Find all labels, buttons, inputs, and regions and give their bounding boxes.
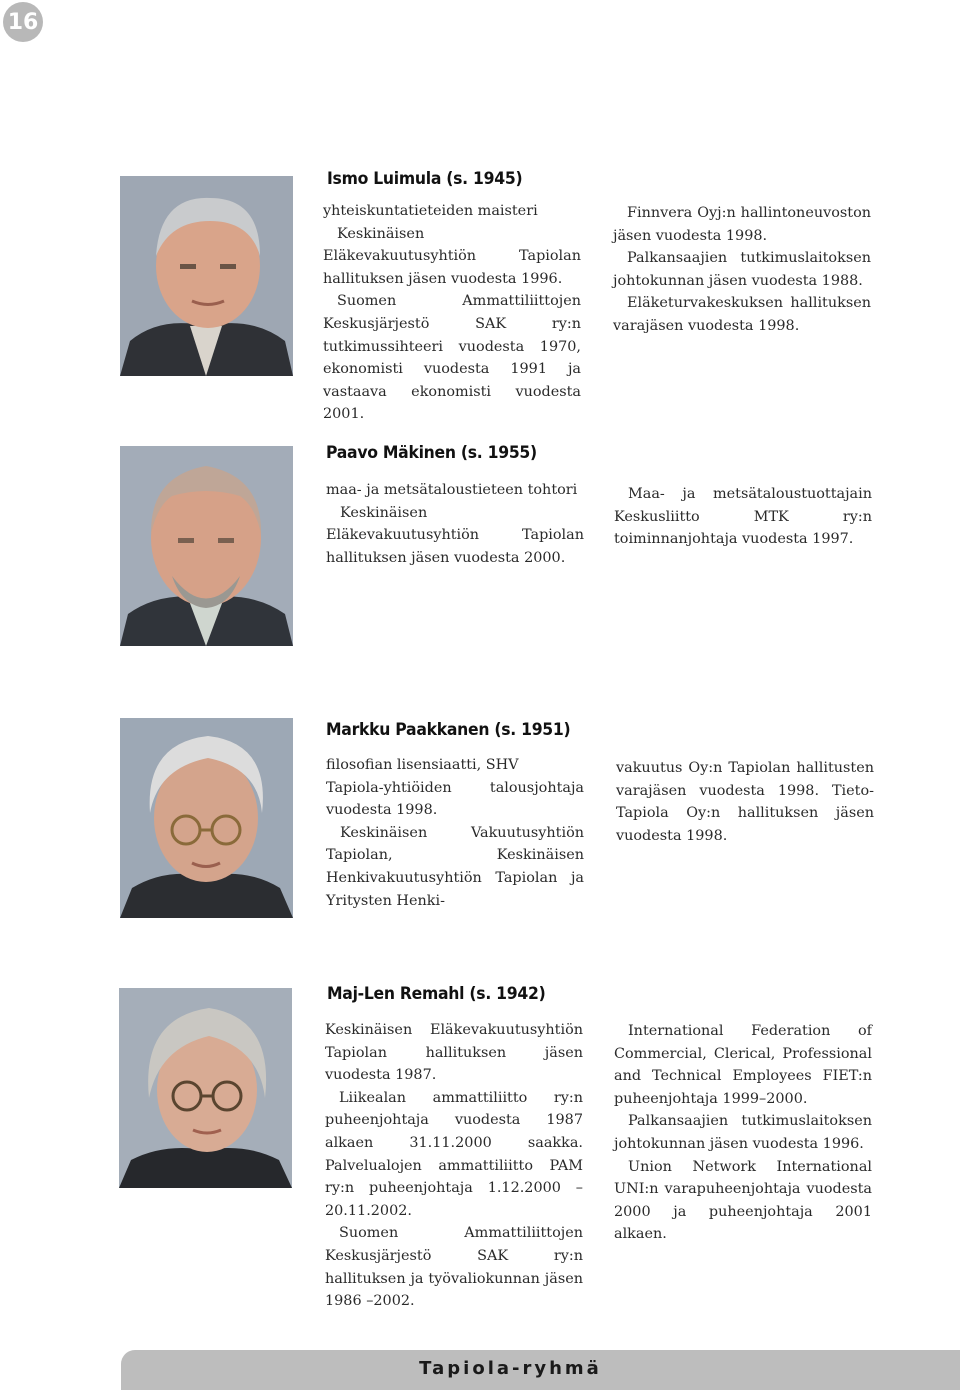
portrait-photo-maj-len-remahl <box>119 988 292 1188</box>
bio-paragraph: Palkansaajien tutkimuslaitoksen johtokunnan jäsen vuodesta 1996. <box>614 1113 872 1152</box>
bio-paragraph: Palkansaajien tutkimuslaitoksen johtokunnan jäsen vuodesta 1988. <box>613 250 871 289</box>
bio-column-left <box>325 1019 583 1313</box>
bio-paragraph: Eläketurvakeskuksen hallituksen varajäsen vuodesta 1998. <box>613 295 871 334</box>
bio-paragraph: International Federation of Commercial, Clerical, Professional and Technical Employees FIET:n puheenjohtaja 1999–2000. <box>614 1023 872 1107</box>
bio-paragraph: Union Network International UNI:n varapuheenjohtaja vuodesta 2000 ja puheenjohtaja 2001 alkaen. <box>614 1158 872 1243</box>
person-name: Ismo Luimula (s. 1945) <box>327 169 523 189</box>
bio-paragraph: Suomen Ammattiliittojen Keskusjärjestö SAK ry:n tutkimussihteeri vuodesta 1970, ekonomisti vuodesta 1991 ja vastaava ekonomisti vuodesta 2001. <box>323 293 581 423</box>
bio-column-right <box>616 757 874 847</box>
bio-paragraph: Keskinäisen Eläkevakuutusyhtiön Tapiolan hallituksen jäsen vuodesta 2000. <box>326 504 584 566</box>
page-number: 16 <box>7 9 39 35</box>
bio-column-right <box>614 483 872 551</box>
bio-paragraph: Suomen Ammattiliittojen Keskusjärjestö SAK ry:n hallituksen ja työvaliokunnan jäsen 1986 –2002. <box>325 1225 583 1310</box>
bio-paragraph: Tapiola-yhtiöiden talousjohtaja vuodesta 1998. <box>326 779 584 819</box>
person-name: Maj-Len Remahl (s. 1942) <box>327 984 546 1004</box>
bio-column-left <box>323 200 581 426</box>
footer-title: Tapiola-ryhmä <box>419 1358 602 1379</box>
bio-column-right <box>613 202 871 338</box>
bio-column-left <box>326 479 584 569</box>
bio-paragraph: Keskinäisen Eläkevakuutusyhtiön Tapiolan hallituksen jäsen vuodesta 1987. <box>325 1022 583 1084</box>
bio-paragraph: Keskinäisen Vakuutusyhtiön Tapiolan, Keskinäisen Henkivakuutusyhtiön Tapiolan ja Yritysten Henki- <box>326 824 584 909</box>
bio-paragraph: Keskinäisen Eläkevakuutusyhtiön Tapiolan hallituksen jäsen vuodesta 1996. <box>323 225 581 287</box>
portrait-photo-ismo-luimula <box>120 176 293 376</box>
bio-paragraph: vakuutus Oy:n Tapiolan hallitusten varajäsen vuodesta 1998. Tieto-Tapiola Oy:n hallituksen jäsen vuodesta 1998. <box>616 760 874 844</box>
person-name: Markku Paakkanen (s. 1951) <box>326 720 571 740</box>
page-number-badge <box>3 2 43 42</box>
bio-paragraph: Maa- ja metsätaloustuottajain Keskusliitto MTK ry:n toiminnanjohtaja vuodesta 1997. <box>614 486 872 548</box>
person-name: Paavo Mäkinen (s. 1955) <box>326 443 537 463</box>
bio-paragraph: Liikealan ammattiliitto ry:n puheenjohtaja vuodesta 1987 alkaen 31.11.2000 saakka. Palvelualojen ammattiliitto PAM ry:n puheenjohtaja 1.12.2000 –20.11.2002. <box>325 1089 583 1219</box>
bio-paragraph: yhteiskuntatieteiden maisteri <box>323 203 538 219</box>
bio-column-right <box>614 1020 872 1246</box>
portrait-photo-markku-paakkanen <box>120 718 293 918</box>
bio-paragraph: Finnvera Oyj:n hallintoneuvoston jäsen vuodesta 1998. <box>613 205 871 244</box>
bio-column-left <box>326 754 584 912</box>
portrait-photo-paavo-makinen <box>120 446 293 646</box>
footer-bar <box>121 1350 960 1390</box>
bio-paragraph: maa- ja metsätaloustieteen tohtori <box>326 482 578 498</box>
bio-paragraph: filosofian lisensiaatti, SHV <box>326 757 519 773</box>
